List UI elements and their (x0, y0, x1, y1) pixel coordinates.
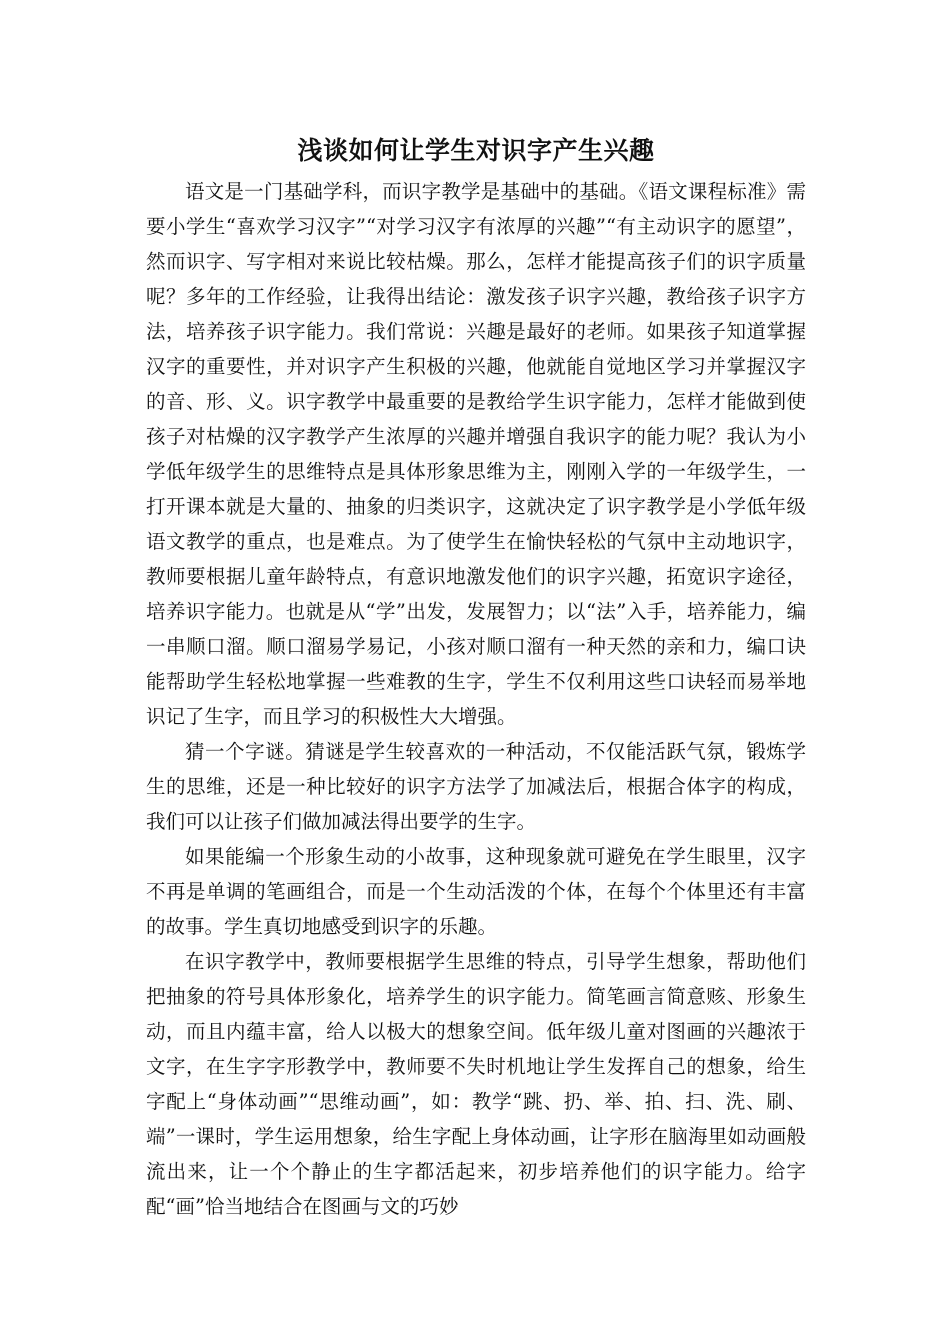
document-body (146, 128, 806, 1224)
paragraph-2: 猜一个字谜。猜谜是学生较喜欢的一种活动，不仅能活跃气氛，锻炼学生的思维，还是一种比较好的识字方法学了加减法后，根据合体字的构成，我们可以让孩子们做加减法得出要学的生字。 (146, 740, 806, 833)
document-title: 浅谈如何让学生对识字产生兴趣 (297, 136, 655, 165)
paragraph-3: 如果能编一个形象生动的小故事，这种现象就可避免在学生眼里，汉字不再是单调的笔画组合，而是一个生动活泼的个体，在每个个体里还有丰富的故事。学生真切地感受到识字的乐趣。 (146, 845, 806, 938)
paragraph-4: 在识字教学中，教师要根据学生思维的特点，引导学生想象，帮助他们把抽象的符号具体形象化，培养学生的识字能力。简笔画言简意赅、形象生动，而且内蕴丰富，给人以极大的想象空间。低年级儿童对图画的兴趣浓于文字，在生字字形教学中，教师要不失时机地让学生发挥自己的想象，给生字配上“身体动画”“思维动画”，如：教学“跳、扔、举、拍、扫、洗、刷、端”一课时，学生运用想象，给生字配上身体动画，让字形在脑海里如动画般流出来，让一个个静止的生字都活起来，初步培养他们的识字能力。给字配“画”恰当地结合在图画与文的巧妙 (146, 950, 806, 1218)
paragraph-1: 语文是一门基础学科，而识字教学是基础中的基础。《语文课程标准》需要小学生“喜欢学习汉字”“对学习汉字有浓厚的兴趣”“有主动识字的愿望”，然而识字、写字相对来说比较枯燥。那么，怎样才能提高孩子们的识字质量呢？多年的工作经验，让我得出结论：激发孩子识字兴趣，教给孩子识字方法，培养孩子识字能力。我们常说：兴趣是最好的老师。如果孩子知道掌握汉字的重要性，并对识字产生积极的兴趣，他就能自觉地区学习并掌握汉字的音、形、义。识字教学中最重要的是教给学生识字能力，怎样才能做到使孩子对枯燥的汉字教学产生浓厚的兴趣并增强自我识字的能力呢？我认为小学低年级学生的思维特点是具体形象思维为主，刚刚入学的一年级学生，一打开课本就是大量的、抽象的归类识字，这就决定了识字教学是小学低年级语文教学的重点，也是难点。为了使学生在愉快轻松的气氛中主动地识字，教师要根据儿童年龄特点，有意识地激发他们的识字兴趣，拓宽识字途径，培养识字能力。也就是从“学”出发，发展智力；以“法”入手，培养能力，编一串顺口溜。顺口溜易学易记，小孩对顺口溜有一种天然的亲和力，编口诀能帮助学生轻松地掌握一些难教的生字，学生不仅利用这些口诀轻而易举地识记了生字，而且学习的积极性大大增强。 (146, 180, 806, 728)
